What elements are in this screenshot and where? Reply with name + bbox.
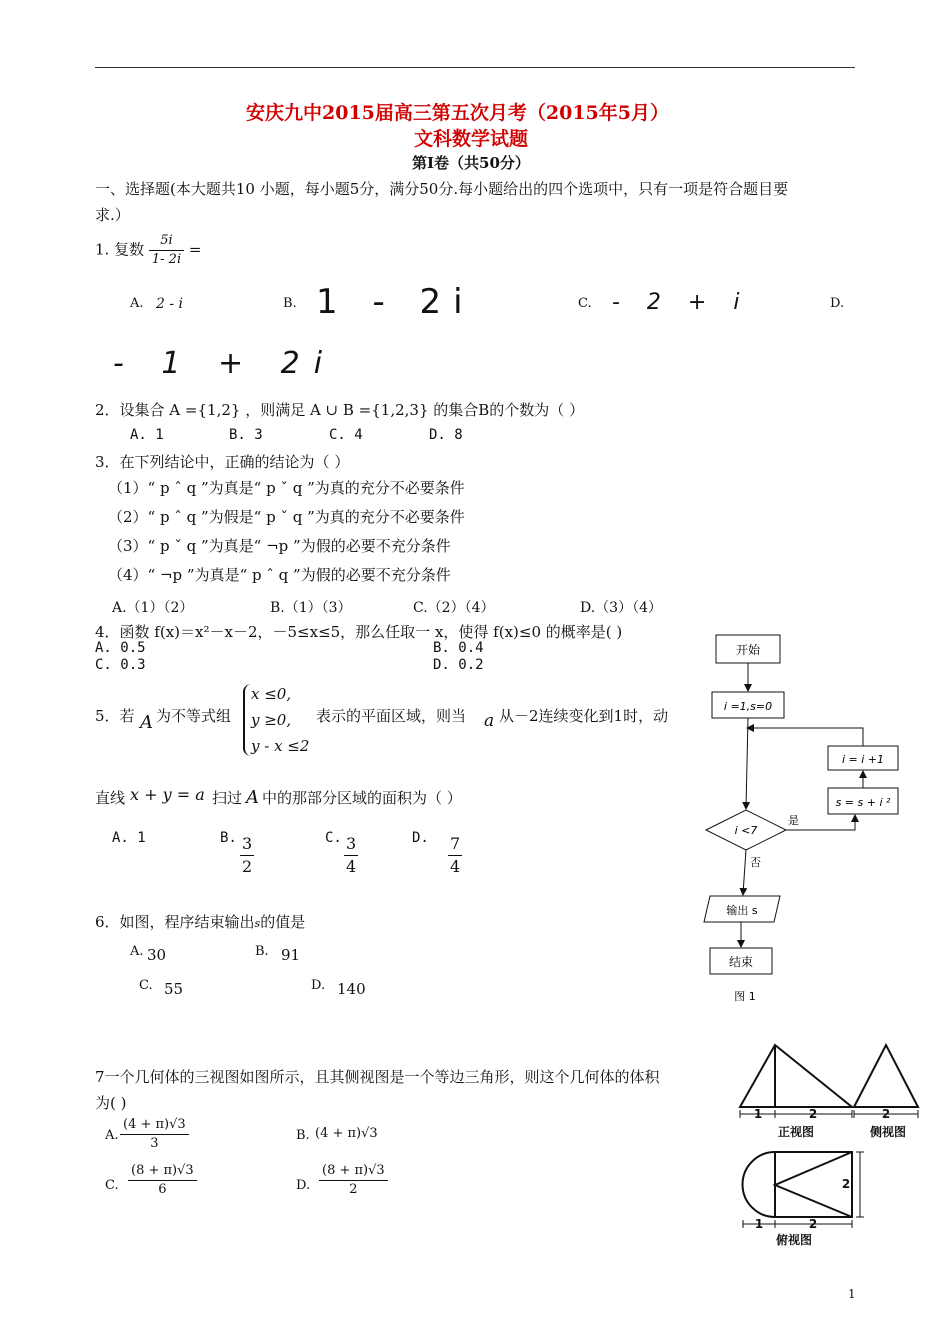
page-number: 1 [848,1287,856,1301]
q5-line2-post: 中的那部分区域的面积为（ ） [262,789,462,807]
title-line1: 安庆九中2015届高三第五次月考（2015年5月） [246,102,669,124]
q7-optD-num: (8 + π)√3 [319,1162,388,1181]
q6-optC-value: 55 [164,980,184,998]
q6-optB-value: 91 [281,946,301,964]
q7-optD-frac [319,1162,388,1199]
q1-denominator: 1- 2i [151,252,182,267]
q1-stem [95,232,201,269]
q7-optD-label: D. [296,1178,311,1193]
q7-optC-frac [128,1162,197,1199]
q2-stem: 2．设集合 A ={1,2} ，则满足 A ∪ B ={1,2,3} 的集合B的个数为（ ） [95,401,585,419]
q1-optA-value: 2 - i [156,296,184,312]
q1-optD-label: D. [830,296,845,311]
q7-optA-frac [120,1116,189,1153]
q1-label: 1. 复数 [95,240,145,259]
q1-equals: = [188,240,202,259]
q7-line1: 7一个几何体的三视图如图所示，且其侧视图是一个等边三角形，则这个几何体的体积 [95,1068,660,1086]
q7-optC-label: C. [105,1178,119,1193]
flow-caption: 图 1 [734,990,756,1003]
q6-optD-label: D. [311,978,326,993]
q4-optB: B. 0.4 [433,640,484,656]
q5-ineq1: x ≤0, [251,685,292,703]
q5-mid: 为不等式组 [156,707,232,725]
flow-output-text: 输出 s [726,904,758,917]
q1-optA-label: A. [130,296,144,311]
q6-stem-post: 的值是 [260,913,306,931]
front-view-triangle [740,1045,852,1107]
q5-optC-frac [344,833,358,878]
q7-optA-num: (4 + π)√3 [120,1116,189,1135]
q6-stem-var: s [254,917,261,930]
q5-optD-label: D. [412,830,429,846]
q1-optD-value: - 1 + 2i [113,346,337,381]
q5-optC-label: C. [325,830,342,846]
q2-optA: A. 1 [130,427,164,443]
q5-optB-label: B. [220,830,237,846]
q3-optA: A.（1）（2） [112,600,194,616]
flowchart [700,630,910,1010]
q3-optB: B.（1）（3） [270,600,352,616]
top-view-label: 俯视图 [775,1233,813,1247]
flow-inc-text: i = i +1 [841,753,885,766]
q5-optD-frac [448,833,462,878]
q5-line2-expr: x + y = a [130,785,205,804]
q5-A: A [140,712,153,733]
flow-cond-text: i <7 [734,824,758,837]
q6-stem-pre: 6．如图，程序结束输出 [95,913,255,931]
header-rule [95,67,855,68]
flow-init-text: i =1,s=0 [723,700,773,713]
q2-optD: D. 8 [429,427,463,443]
intro-line1: 一、选择题(本大题共10 小题，每小题5分，满分50分.每小题给出的四个选项中，只有一项是符合题目要 [95,180,789,198]
side-view-triangle [854,1045,918,1107]
q7-optD-den: 2 [349,1182,358,1197]
top-view-outline [743,1152,852,1217]
q5-optC-num: 3 [344,833,358,856]
front-dim-2: 2 [808,1107,818,1121]
q6-optA-value: 30 [147,946,167,964]
q7-optC-num: (8 + π)√3 [128,1162,197,1181]
side-dim-2: 2 [881,1107,891,1121]
q5-optA: A. 1 [112,830,146,846]
q4-optA: A. 0.5 [95,640,146,656]
q7-optA-label: A. [105,1128,119,1143]
q6-optB-label: B. [255,944,269,959]
q5-pre: 5．若 [95,707,135,725]
front-dim-1: 1 [753,1107,763,1121]
q5-post2: 从－2连续变化到1时，动 [499,707,669,725]
q6-optA-label: A. [130,944,144,959]
front-view-label: 正视图 [777,1125,815,1139]
q3-item1: （1）“ p ˆ q ”为真是“ p ˇ q ”为真的充分不必要条件 [108,479,465,497]
q1-optB-value: 1 - 2i [316,282,475,322]
q5-a: a [484,711,495,731]
q7-optC-den: 6 [158,1182,167,1197]
top-dim-1: 1 [754,1217,764,1231]
q5-line2-pre: 直线 [95,789,126,807]
q7-optB-value: (4 + π)√3 [315,1126,378,1141]
q3-item2: （2）“ p ˆ q ”为假是“ p ˇ q ”为真的充分不必要条件 [108,508,465,526]
q6-optD-value: 140 [337,980,366,998]
intro-line2: 求.） [95,206,130,224]
title-line2: 文科数学试题 [414,128,529,150]
q1-optB-label: B. [283,296,297,311]
q3-item3: （3）“ p ˇ q ”为真是“ ¬p ”为假的必要不充分条件 [108,537,451,555]
q2-optB: B. 3 [229,427,263,443]
q5-ineq3: y - x ≤2 [251,737,310,755]
side-view-label: 侧视图 [869,1125,907,1139]
q4-optC: C. 0.3 [95,657,146,673]
q5-line2-mid: 扫过 [212,789,243,807]
q5-optD-den: 4 [450,857,461,876]
q6-optC-label: C. [139,978,153,993]
q4-stem: 4．函数 f(x)＝x²－x－2，－5≤x≤5，那么任取一 x，使得 f(x)≤0 的概率是( ) [95,623,623,641]
q3-item4: （4）“ ¬p ”为真是“ p ˆ q ”为假的必要不充分条件 [108,566,451,584]
q5-optC-den: 4 [346,857,357,876]
q4-optD: D. 0.2 [433,657,484,673]
q5-optD-num: 7 [448,833,462,856]
top-dim-v: 2 [841,1177,851,1191]
three-views [730,1040,930,1250]
q1-numerator: 5i [149,232,184,251]
q1-optC-label: C. [578,296,592,311]
q5-optB-num: 3 [240,833,254,856]
q7-optB-label: B. [296,1128,310,1143]
flow-acc-text: s = s + i ² [835,796,891,809]
q1-fraction [149,232,184,269]
flow-end-text: 结束 [728,955,754,969]
q5-post: 表示的平面区域，则当 [316,707,467,725]
q7-line2: 为( ) [95,1094,127,1112]
q6-stem [95,911,305,932]
section-heading: 第Ⅰ卷（共50分） [412,154,530,172]
q1-optC-value: - 2 + i [612,290,750,315]
q5-optB-den: 2 [242,857,253,876]
flow-yes-label: 是 [788,814,799,827]
q3-stem: 3．在下列结论中，正确的结论为（ ） [95,453,350,471]
q7-optA-den: 3 [150,1136,159,1151]
flow-start-text: 开始 [735,643,761,657]
q5-ineq2: y ≥0, [251,711,292,729]
q5-optB-frac [240,833,254,878]
flow-no-label: 否 [750,856,761,869]
top-dim-2: 2 [808,1217,818,1231]
q5-line2-A: A [246,787,259,808]
q5-brace [243,684,251,756]
q3-optC: C.（2）（4） [413,600,495,616]
q3-optD: D.（3）（4） [580,600,662,616]
q2-optC: C. 4 [329,427,363,443]
